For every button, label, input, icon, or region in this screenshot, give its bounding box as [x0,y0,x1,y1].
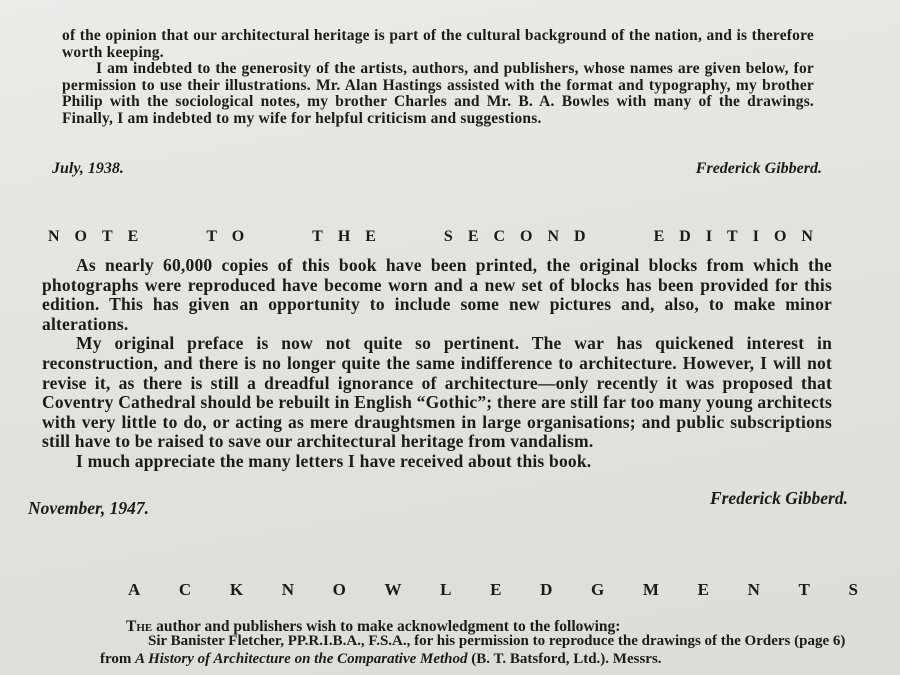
preface-date: July, 1938. [52,160,124,177]
heading-letter: N [747,580,760,599]
heading-letter: M [642,580,659,599]
entry-text-end: (B. T. Batsford, Ltd.). Messrs. [467,651,662,667]
heading-word: THE [312,228,391,245]
heading-word: SECOND [443,228,601,245]
second-edition-paragraph: I much appreciate the many letters I have received about this book. [76,450,592,471]
heading-letter: L [440,580,452,599]
acknowledgment-entry [100,632,860,668]
heading-letter: S [848,580,858,599]
second-edition-signature: Frederick Gibberd. [709,488,848,508]
second-edition-paragraph: My original preface is now not quite so pertinent. The war has quickened interest in reconstruction, and there is no longer quite the same indifference to architecture. However, I will not revise it, as there is still a dreadful ignorance of architecture—only recently it was proposed that Coventry Cathedral should be rebuilt in English “Gothic”; there are still far too many young architects with very little to do, or acting as mere draughtsmen in large organisations; and public subscriptions still have to be raised to save our architectural heritage from vandalism. [42,333,832,452]
heading-letter: E [490,580,502,599]
intro-lead-word: The [126,618,153,635]
heading-letter: A [128,580,141,599]
heading-word: TO [206,228,260,245]
preface-paragraph: of the opinion that our architectural heritage is part of the cultural background of the nation, and is therefore worth keeping. [62,27,814,61]
preface-end-text [62,28,814,127]
heading-letter: N [281,580,294,599]
intro-text: author and publishers wish to make acknowledgment to the following: [152,618,621,635]
heading-word: EDITION [653,228,828,245]
second-edition-date: November, 1947. [28,498,150,518]
heading-letter: T [798,580,810,599]
second-edition-heading [48,228,828,246]
preface-paragraph: I am indebted to the generosity of the artists, authors, and publishers, whose names are given below, for permission to use their illustrations. Mr. Alan Hastings assisted with the format and typography, my brother Philip with the sociological notes, my brother Charles and Mr. B. A. Bowles with many of the drawings. Finally, I am indebted to my wife for helpful criticism and suggestions. [62,60,814,127]
preface-signature: Frederick Gibberd. [695,160,822,177]
entry-book-title: A History of Architecture on the Comparative Method [135,651,468,667]
second-edition-text [42,256,832,472]
heading-letter: W [384,580,402,599]
acknowledgments-heading [128,580,858,600]
second-edition-paragraph: As nearly 60,000 copies of this book have been printed, the original blocks from which the photographs were reproduced have become worn and a new set of blocks has been provided for this edition. This has given an opportunity to include some new pictures and, also, to make minor alterations. [42,255,832,334]
heading-letter: O [332,580,346,599]
heading-letter: C [178,580,192,599]
preface-signature-line [52,160,822,178]
heading-word: NOTE [48,228,154,245]
heading-letter: D [540,580,553,599]
heading-letter: G [591,580,605,599]
heading-letter: K [229,580,244,599]
heading-letter: E [697,580,709,599]
entry-text: Sir Banister Fletcher, PP.R.I.B.A., F.S.A., for his permission to reproduce the drawings of the Orders (page 6) from [100,633,846,667]
